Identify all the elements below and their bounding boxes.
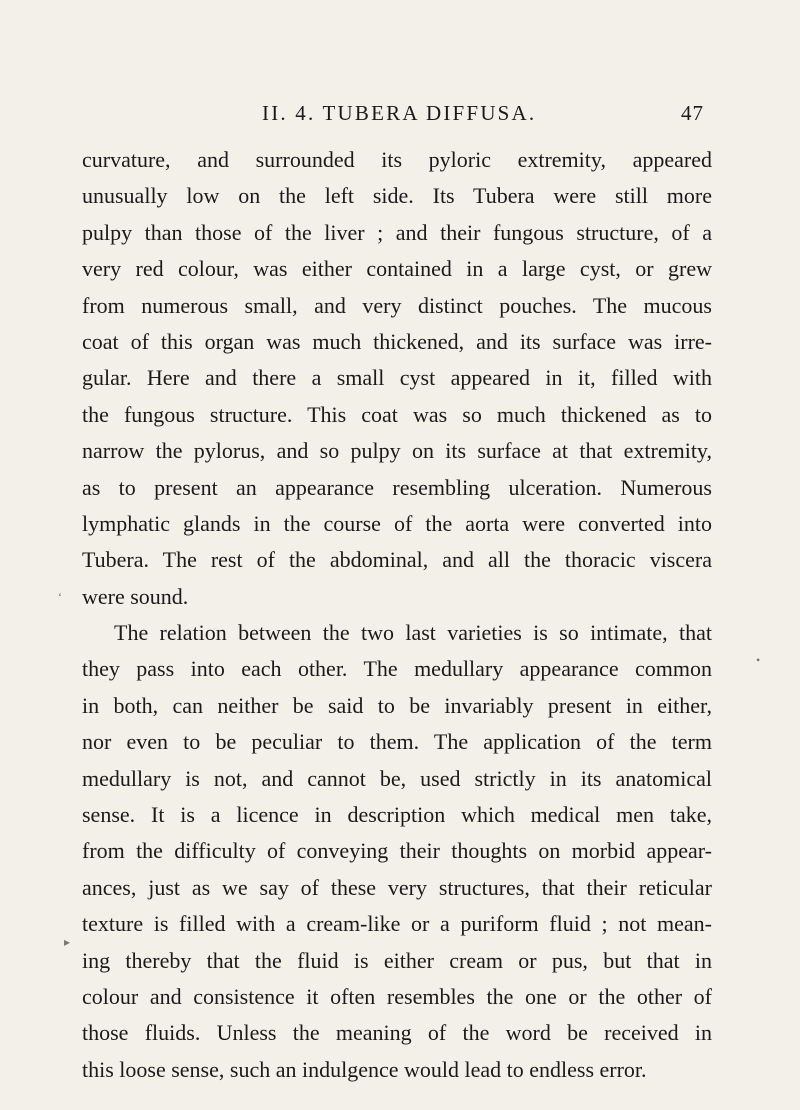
text-line: nor even to be peculiar to them. The application of the term bbox=[82, 729, 712, 755]
page-number: 47 bbox=[681, 101, 704, 125]
running-title: II. 4. TUBERA DIFFUSA. bbox=[262, 101, 537, 125]
text-line: medullary is not, and cannot be, used strictly in its anatomical bbox=[82, 765, 712, 791]
text-line: curvature, and surrounded its pyloric extremity, appeared bbox=[82, 147, 712, 172]
text-line: coat of this organ was much thickened, and its surface was irre- bbox=[82, 328, 712, 354]
text-line: unusually low on the left side. Its Tubera were still more bbox=[82, 183, 712, 209]
text-line: very red colour, was either contained in a large cyst, or grew bbox=[82, 256, 712, 282]
text-line: those fluids. Unless the meaning of the word be received in bbox=[82, 1020, 712, 1046]
paper-speck: • bbox=[756, 653, 761, 667]
body-text bbox=[82, 142, 712, 1088]
text-line: gular. Here and there a small cyst appeared in it, filled with bbox=[82, 365, 712, 391]
text-line: Tubera. The rest of the abdominal, and all the thoracic viscera bbox=[82, 547, 712, 573]
text-line: from numerous small, and very distinct pouches. The mucous bbox=[82, 292, 712, 318]
text-line: ing thereby that the fluid is either cream or pus, but that in bbox=[82, 947, 712, 973]
text-line: ances, just as we say of these very structures, that their reticular bbox=[82, 874, 712, 900]
text-line: narrow the pylorus, and so pulpy on its surface at that extremity, bbox=[82, 438, 712, 464]
text-line: lymphatic glands in the course of the aorta were converted into bbox=[82, 510, 712, 536]
text-line: as to present an appearance resembling ulceration. Numerous bbox=[82, 474, 712, 500]
text-line: in both, can neither be said to be invariably present in either, bbox=[82, 692, 712, 718]
text-line: colour and consistence it often resembles the one or the other of bbox=[82, 983, 712, 1009]
text-line: from the difficulty of conveying their thoughts on morbid appear- bbox=[82, 838, 712, 864]
text-line: the fungous structure. This coat was so much thickened as to bbox=[82, 401, 712, 427]
text-line: The relation between the two last varieties is so intimate, that bbox=[114, 620, 712, 646]
paper-speck: ▸ bbox=[64, 935, 71, 949]
paper-speck: ‘ bbox=[58, 590, 62, 604]
text-line: they pass into each other. The medullary appearance common bbox=[82, 656, 712, 682]
text-line: sense. It is a licence in description which medical men take, bbox=[82, 802, 712, 828]
text-line: this loose sense, such an indulgence would lead to endless error. bbox=[82, 1056, 647, 1082]
text-line: pulpy than those of the liver ; and their fungous structure, of a bbox=[82, 219, 712, 245]
running-head bbox=[0, 101, 800, 131]
text-line: texture is filled with a cream-like or a puriform fluid ; not mean- bbox=[82, 911, 712, 937]
text-line: were sound. bbox=[82, 583, 189, 609]
